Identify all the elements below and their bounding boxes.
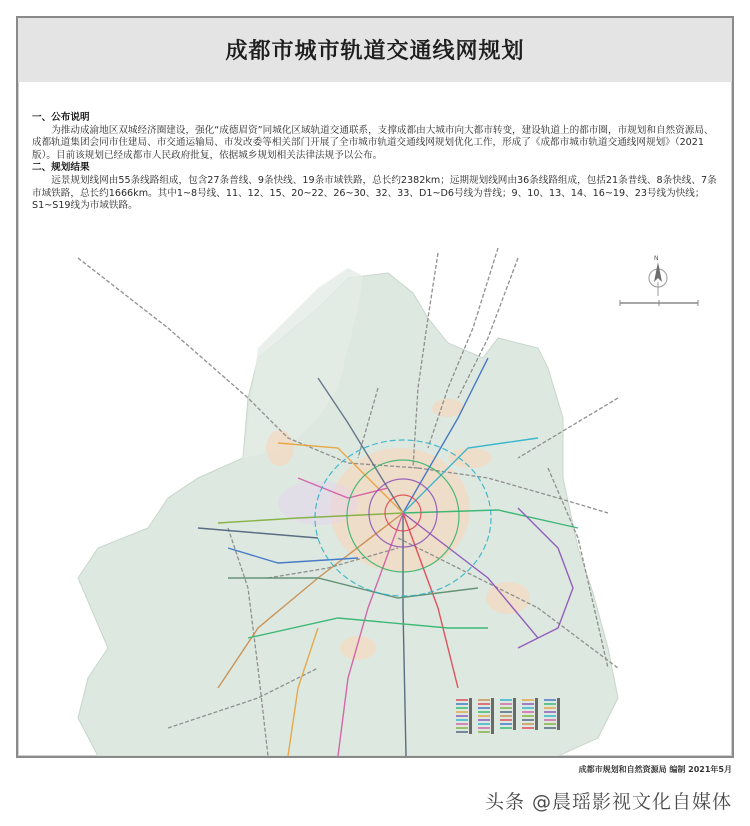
scale-bar-icon xyxy=(620,300,698,306)
plan-frame xyxy=(16,16,734,758)
publisher-credit: 成都市规划和自然资源局 编制 2021年5月 xyxy=(578,765,732,774)
title-bar xyxy=(18,18,732,82)
section-heading-results: 二、规划结果 xyxy=(32,162,90,174)
compass-icon xyxy=(649,255,667,296)
map-legend xyxy=(456,698,560,734)
description-block xyxy=(32,112,718,213)
rail-network-map xyxy=(18,248,732,756)
page-title: 成都市城市轨道交通线网规划 xyxy=(225,39,525,64)
watermark-text: 头条 @晨瑶影视文化自媒体 xyxy=(484,791,732,813)
svg-text:N: N xyxy=(654,255,659,262)
section-heading-announcement: 一、公布说明 xyxy=(32,112,90,123)
section-paragraph-announcement: 为推动成渝地区双城经济圈建设，强化“成德眉资”同城化区域轨道交通联系，支撑成都由大城市向大都市转变，建设轨道上的都市圈，市规划和自然资源局、成都轨道集团会同市住建局、市交通运输局、市发改委等相关部门开展了全市城市轨道交通线网规划优化工作，形成了《成都市城市轨道交通线网规划》（2021版）。目前该规划已经成都市人民政府批复，依据城乡规划相关法律法规予以公布。 xyxy=(32,124,714,161)
section-paragraph-results: 远景规划线网由55条线路组成，包含27条普线、9条快线、19条市域铁路，总长约2382km；远期规划线网由36条线路组成，包括21条普线、8条快线、7条市域铁路，总长约1666km。其中1~8号线、11、12、15、20~22、26~30、32、33、D1~D6号线为普线；9、10、13、14、16~19、23号线为快线；S1~S19线为市域铁路。 xyxy=(32,174,717,212)
